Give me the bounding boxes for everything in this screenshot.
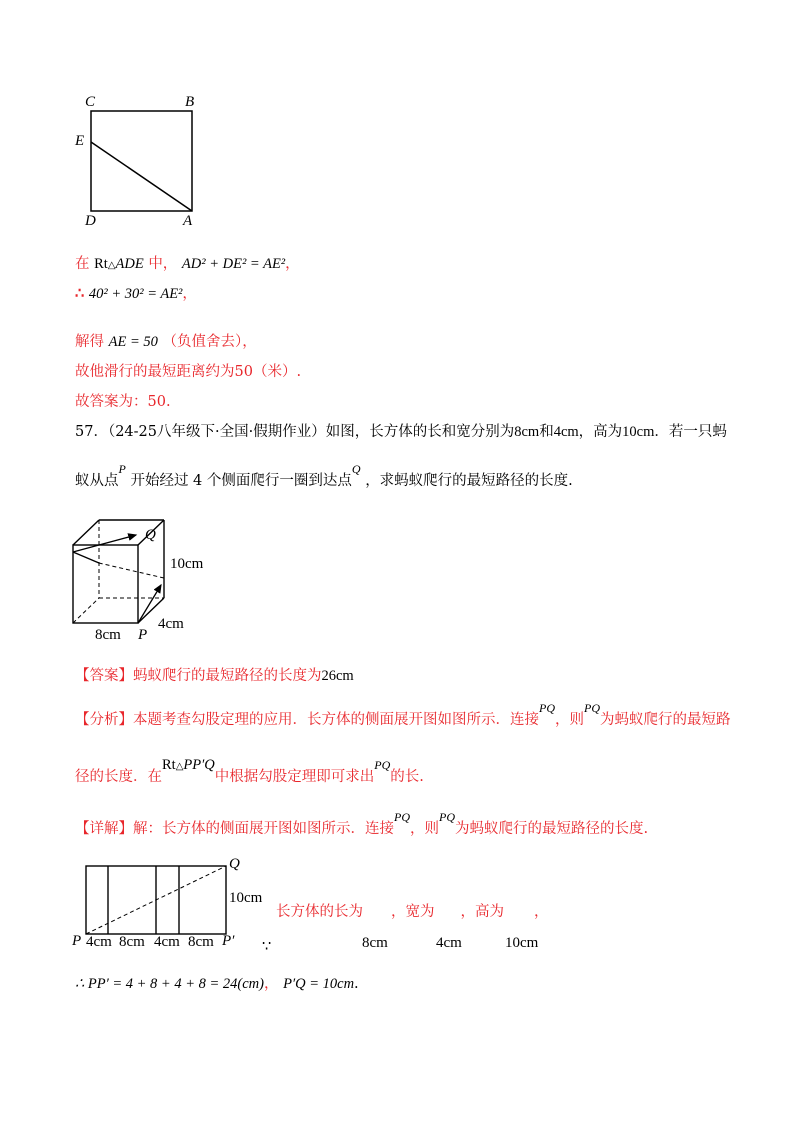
q57-from: 蚁从点	[75, 473, 119, 489]
line1-end: ，	[285, 256, 300, 272]
net-label-seg-3: 4cm	[154, 934, 180, 950]
q57-length: 8cm	[514, 424, 540, 440]
analysis-text-1: 本题考查勾股定理的应用．长方体的侧面展开图如图所示．连接	[133, 712, 539, 728]
net-label-q: Q	[229, 856, 240, 872]
label-b: B	[185, 94, 195, 110]
solution-line-5: 故答案为：50.	[75, 394, 171, 410]
analysis-text-3: 为蚂蚁爬行的最短路	[600, 712, 731, 728]
answer-value: 26cm	[321, 668, 354, 684]
q57-point-q: Q	[351, 462, 361, 476]
net-label-p: P	[72, 933, 82, 949]
q57-intro: 57．（24-25八年级下·全国·假期作业）如图，长方体的长和宽分别为	[75, 424, 515, 440]
q57-mid: 开始经过 4 个侧面爬行一圈到达点	[130, 473, 352, 489]
analysis-tag: 【分析】	[75, 712, 133, 728]
answer-text: 蚂蚁爬行的最短路径的长度为	[133, 668, 322, 684]
detail-text-1: 解：长方体的侧面展开图如图所示．连接	[133, 821, 394, 837]
detail-pq-2: PQ	[439, 810, 455, 824]
line1-rt: Rt	[94, 256, 108, 272]
cuboid-label-height: 10cm	[170, 556, 204, 572]
side-height: ，高为	[460, 904, 504, 920]
side-value-height: 10cm	[505, 935, 539, 951]
side-value-length: 8cm	[362, 935, 388, 951]
side-end: ，	[534, 904, 549, 920]
detail-pq-1: PQ	[394, 810, 410, 824]
line2-eq: 40² + 30² = AE²	[88, 286, 183, 302]
solution-line-4: 故他滑行的最短距离约为50（米）.	[75, 364, 302, 380]
analysis-pq-3: PQ	[374, 758, 391, 772]
label-a: A	[183, 213, 193, 229]
final-equation-line	[75, 975, 359, 993]
final-eq-1: ∴ PP′ = 4 + 8 + 4 + 8 = 24(cm)	[75, 976, 264, 992]
side-value-width: 4cm	[436, 935, 462, 951]
analysis-text-5: 中根据勾股定理即可求出	[214, 769, 375, 785]
line1-pre: 在	[75, 256, 90, 272]
net-label-height: 10cm	[229, 890, 263, 906]
net-label-seg-2: 8cm	[119, 934, 145, 950]
line1-tri: ADE	[115, 256, 144, 272]
answer-tag: 【答案】	[75, 668, 133, 684]
label-e: E	[75, 133, 85, 149]
analysis-text-6: 的长.	[390, 769, 424, 785]
final-sep: ，	[263, 976, 279, 992]
q57-width: 4cm	[553, 424, 579, 440]
cuboid-label-p: P	[138, 627, 148, 643]
q57-and: 和	[539, 424, 554, 440]
detail-text-2: ，则	[410, 821, 439, 837]
q57-ask: ，求蚂蚁爬行的最短路径的长度.	[365, 473, 573, 489]
line1-eq: AD² + DE² = AE²	[181, 256, 286, 272]
label-c: C	[85, 94, 96, 110]
label-d: D	[85, 213, 96, 229]
analysis-triangle-icon: △	[175, 761, 184, 772]
net-label-seg-4: 8cm	[188, 934, 214, 950]
q57-height-pre: ，高为	[578, 424, 623, 440]
side-length: 长方体的长为	[276, 904, 363, 920]
cuboid-label-width: 4cm	[158, 616, 184, 632]
line1-mid: 中，	[148, 256, 178, 272]
line3-eq: AE = 50	[108, 334, 158, 350]
final-end: .	[354, 976, 359, 992]
analysis-pq-2: PQ	[584, 701, 600, 715]
line2-end: ，	[182, 286, 197, 302]
cuboid-label-length: 8cm	[95, 627, 121, 643]
analysis-text-4: 径的长度．在	[75, 769, 162, 785]
analysis-text-2: ，则	[555, 712, 584, 728]
analysis-tri: PP′Q	[183, 757, 215, 773]
detail-tag: 【详解】	[75, 821, 133, 837]
q57-height: 10cm	[622, 424, 655, 440]
detail-text-3: 为蚂蚁爬行的最短路径的长度.	[455, 821, 649, 837]
side-text-line	[276, 903, 549, 921]
triangle-icon: △	[107, 260, 116, 271]
analysis-pq-1: PQ	[539, 701, 555, 715]
therefore-icon: ∴	[75, 285, 85, 302]
final-eq-2: P′Q = 10cm	[283, 976, 355, 992]
net-label-pprime: P′	[222, 933, 235, 949]
because-icon: ∵	[262, 939, 272, 955]
analysis-rt-label: Rt	[162, 757, 176, 773]
cuboid-label-q: Q	[145, 527, 156, 543]
q57-point-p: P	[118, 462, 126, 476]
line3-pre: 解得	[75, 334, 104, 350]
q57-line1-end: ．若一只蚂	[654, 424, 727, 440]
line3-post: （负值舍去），	[162, 334, 257, 350]
net-label-seg-1: 4cm	[86, 934, 112, 950]
side-width: ，宽为	[391, 904, 435, 920]
